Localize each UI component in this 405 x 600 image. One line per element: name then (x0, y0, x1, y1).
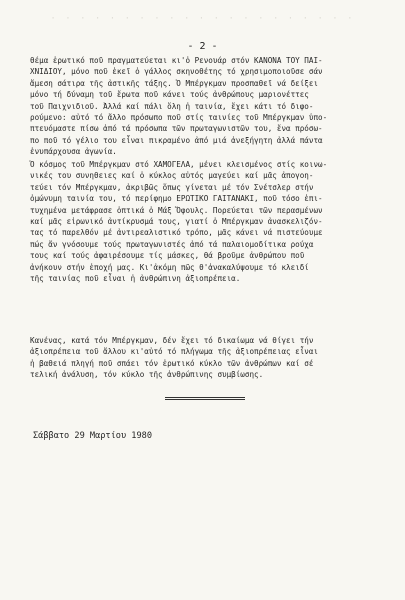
date-line: Σάββατο 29 Μαρτίου 1980 (33, 431, 152, 441)
paragraph-2: Ὁ κόσμος τοῦ Μπέργκμαν στό ΧΑΜΟΓΕΛΑ, μένει κλεισμένος στίς κοινω- νικές του συνηθειες καί ὁ κύκλος αὐτός μαγεύει καί μᾶς ἀπογοη- τεύει τόν Μπέργκμαν, ἀκριβῶς ὅπως γίνεται μέ τόν Σνέτσλερ στήν ὁμώνυμη ταινία του, τό περίφημο ΕΡΩΤΙΚΟ ΓΑΙΤΑΝΑΚΙ, ποῦ τόσο ἐπι- τυχημένα μετάφρασε ὀπτικά ὁ Μάξ Ὄφουλς. Πορεύεται τῶν περασμένων καί μᾶς εἰρωνικό ἀντίκρυσμά τους, γιατί ὁ Μπέργκμαν ἀνασκελιζόν- τας τό παρελθόν μέ ἀντιρεαλιστικό τρόπο, μᾶς κάνει νά πιστεύουμε πώς ἄν γνόσουμε τούς πρωταγωνιστές ἀπό τά παλαιομοδίτικα ρούχα τους καί τούς ἀφαιρέσουμε τίς μάσκες, θά βροῦμε ἀνθρώπου ποῦ ἀνήκουν στήν ἐποχή μας. Κι'ἀκόμη πῶς θ'ἀνακαλύψουμε τό κλειδί τῆς ταινίας ποῦ εἶναι ἡ ἀνθρώπινη ἀξιοπρέπεια. (30, 160, 328, 284)
paragraph-3: Κανένας, κατά τόν Μπέργκμαν, δέν ἔχει τό δικαίωμα νά θίγει τήν ἀξιοπρέπεια τοῦ ἄλλου κι'αὐτό τό πλήγωμα τῆς ἀξιοπρέπειας εἶναι ἡ βαθειά πληγή ποῦ σπάει τόν ἐρωτικό κύκλο τῶν ἀνθρώπων καί σέ τελική ἀνάλυση, τόν κύκλο τῆς ἀνθρώπινης συμβίωσης. (30, 336, 319, 380)
separator-rule (165, 397, 245, 398)
paragraph-1: θέμα ἐρωτικό ποῦ πραγματεύεται κι'ὁ Ρενουάρ στόν ΚΑΝΟΝΑ ΤΟΥ ΠΑΙ- ΧΝΙΔΙΟΥ, μόνο ποῦ ἐκεῖ ὁ γάλλος σκηνοθέτης τό χρησιμοποιοῦσε σάν ἄμεση σάτιρα τῆς ἀστικῆς τάξης. Ὁ Μπέργκμαν προσπαθεῖ νά δείξει μόνο τή δύναμη τοῦ ἔρωτα ποῦ κάνει τούς ἀνθρώπους μαριονέττες τοῦ Παιχνιδιοῦ. Ἀλλά καί πάλι ὅλη ἡ ταινία, ἔχει κάτι τό διφο- ρούμενο: αὐτό τό ἄλλο πρόσωπο ποῦ στίς ταινίες τοῦ Μπέργκμαν ὑπο- πτευόμαστε πίσω ἀπό τά πρόσωπα τῶν πρωταγωνιστῶν του, ἕνα πρόσω- πο ποῦ τό γέλιο του εἶναι πικραμένο ἀπό μιά ἀνεξήγητη ἀλλά πάντα ἐνυπάρχουσα ἀγωνία. (30, 56, 328, 157)
separator-rule-double (165, 399, 245, 400)
bleed-through-header: · · · · · · · · · · · · · · · · · · · · · (50, 14, 355, 24)
page-number: - 2 - (187, 41, 218, 52)
